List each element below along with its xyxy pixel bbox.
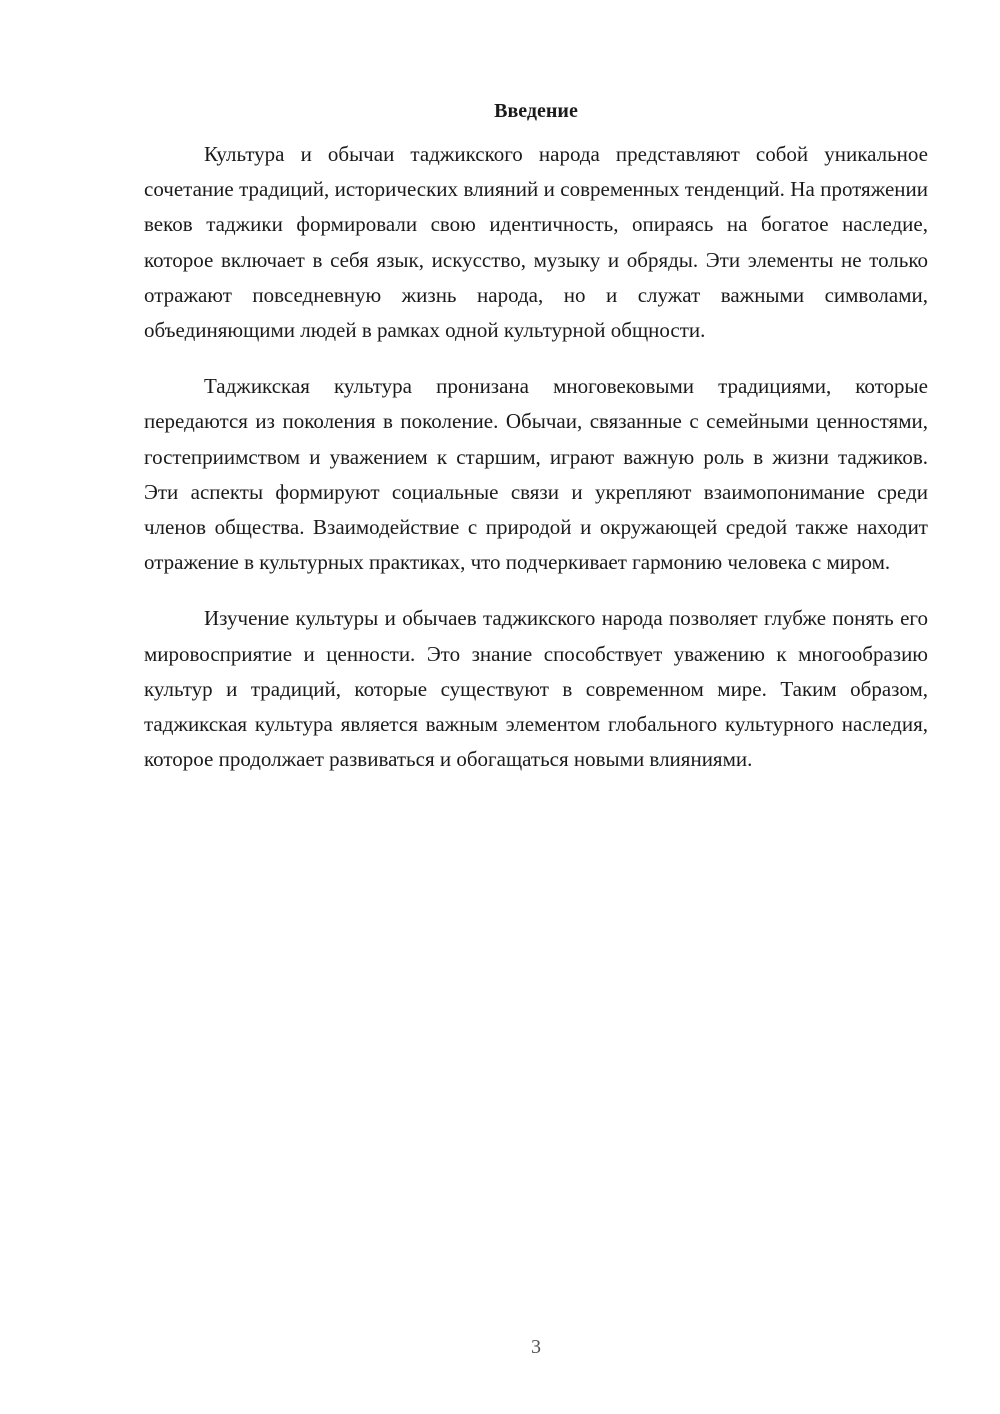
paragraph-3: Изучение культуры и обычаев таджикского народа позволяет глубже понять его мировосприятие и ценности. Это знание способствует уважению к многообразию культур и традиций, которые существуют в современном мире. Таким образом, таджикская культура является важным элементом глобального культурного наследия, которое продолжает развиваться и обогащаться новыми влияниями. (144, 606, 928, 772)
section-title: Введение (494, 100, 578, 122)
page-number: 3 (531, 1336, 541, 1358)
page-content (144, 97, 928, 798)
paragraph-1: Культура и обычаи таджикского народа представляют собой уникальное сочетание традиций, исторических влияний и современных тенденций. На протяжении веков таджики формировали свою идентичность, опираясь на богатое наследие, которое включает в себя язык, искусство, музыку и обряды. Эти элементы не только отражают повседневную жизнь народа, но и служат важными символами, объединяющими людей в рамках одной культурной общности. (144, 142, 928, 343)
paragraph-2: Таджикская культура пронизана многовековыми традициями, которые передаются из поколения в поколение. Обычаи, связанные с семейными ценностями, гостеприимством и уважением к старшим, играют важную роль в жизни таджиков. Эти аспекты формируют социальные связи и укрепляют взаимопонимание среди членов общества. Взаимодействие с природой и окружающей средой также находит отражение в культурных практиках, что подчеркивает гармонию человека с миром. (144, 374, 928, 575)
